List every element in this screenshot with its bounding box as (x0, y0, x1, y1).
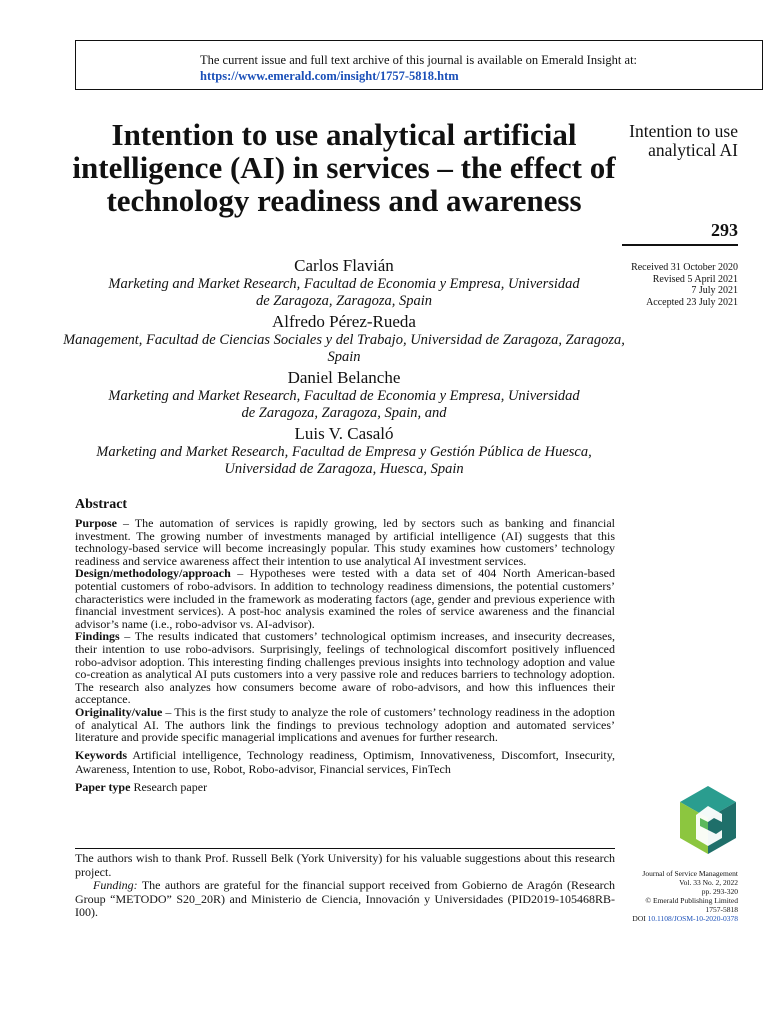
side-divider (622, 244, 738, 246)
archive-notice-box (75, 40, 763, 90)
findings-text: – The results indicated that customers’ technological optimism increases, and insecurity decreases, their intention to use robo-advisors. Surprisingly, feelings of technological discomfort positively influenced robo-advisor adoption. This interesting finding challenges previous insights into technology adoption and value co-creation as analytical AI puts customers into a very passive role and reduces barriers to technology adoption. The research also analyzes how consumers become aware of robo-advisors, and how this influences their acceptance. (75, 629, 615, 707)
article-title: Intention to use analytical artificial intelligence (AI) in services – the effect of technology readiness and awareness (72, 117, 616, 218)
author-name: Daniel Belanche (287, 368, 401, 387)
author-affiliation: Marketing and Market Research, Facultad de Economia y Empresa, Universidad de Zaragoza, Zaragoza, Spain, and (108, 388, 580, 421)
funding-text: The authors are grateful for the financial support received from Gobierno de Aragón (Research Group “METODO” S20_20R) and Ministerio de Ciencia, Innovación y Universidades (PID2019-105468RB-I00). (75, 878, 615, 919)
archive-notice-text: The current issue and full text archive of this journal is available on Emerald Insight at: (200, 53, 638, 67)
originality-label: Originality/value (75, 704, 163, 719)
acknowledgement: The authors wish to thank Prof. Russell Belk (York University) for his valuable suggestions about this research project. (75, 851, 615, 879)
abstract-heading: Abstract (75, 497, 128, 512)
purpose-label: Purpose (75, 516, 117, 530)
funding-label: Funding: (93, 878, 138, 892)
author-name: Carlos Flavián (294, 256, 394, 275)
journal-name: Journal of Service Management (642, 869, 738, 878)
author-affiliation: Marketing and Market Research, Facultad de Economia y Empresa, Universidad de Zaragoza, Zaragoza, Spain (108, 276, 580, 309)
author-list (60, 256, 628, 480)
copyright: © Emerald Publishing Limited (645, 896, 738, 905)
doi-label: DOI (632, 914, 648, 923)
abstract-findings (75, 630, 615, 706)
running-title: Intention to use analytical AI (629, 121, 738, 160)
journal-url-link[interactable]: https://www.emerald.com/insight/1757-5818.htm (200, 69, 459, 83)
design-text: – Hypotheses were tested with a data set of 404 North American-based potential customers of robo-advisors. In addition to technology readiness dimensions, the potential customers’ characteristics were included in the framework as moderating factors (age, gender and previous experience with financial investment services). A post-hoc analysis examined the roles of service awareness and the financial advisor’s name (i.e., robo-advisor vs. AI-advisor). (75, 566, 615, 631)
design-label: Design/methodology/approach (75, 566, 231, 581)
journal-pages: pp. 293-320 (701, 887, 738, 896)
publisher-cube-logo-icon (676, 784, 740, 856)
author-name: Alfredo Pérez-Rueda (272, 312, 416, 331)
abstract-originality (75, 706, 615, 744)
revised-date-2: 7 July 2021 (691, 285, 738, 296)
doi-line (578, 914, 738, 923)
originality-text: – This is the first study to analyze the role of customers’ technology readiness in the adoption of analytical AI. The authors link the findings to previous technology adoption and automated services’ literature and provide specific managerial implications and avenues for further research. (75, 704, 615, 745)
paper-type (75, 780, 615, 794)
funding-statement (75, 879, 615, 920)
author-affiliation: Management, Facultad de Ciencias Sociales y del Trabajo, Universidad de Zaragoza, Zaragoza, Spain (63, 332, 625, 365)
author-affiliation: Marketing and Market Research, Facultad de Empresa y Gestión Pública de Huesca, Universidad de Zaragoza, Huesca, Spain (96, 444, 592, 477)
doi-link[interactable]: 10.1108/JOSM-10-2020-0378 (647, 914, 738, 923)
issn: 1757-5818 (705, 905, 738, 914)
keywords-text: Artificial intelligence, Technology readiness, Optimism, Innovativeness, Discomfort, Insecurity, Awareness, Intention to use, Robot, Robo-advisor, Financial services, FinTech (75, 747, 615, 776)
footnote (75, 852, 615, 920)
paper-type-label: Paper type (75, 779, 131, 794)
abstract-design (75, 567, 615, 630)
findings-label: Findings (75, 629, 120, 644)
keywords (75, 748, 615, 776)
abstract-purpose (75, 517, 615, 567)
accepted-date: Accepted 23 July 2021 (646, 296, 738, 308)
purpose-text: – The automation of services is rapidly growing, led by sectors such as banking and financial investment. The growing number of investments managed by artificial intelligence (AI) suggests that this technology-based service will become increasingly popular. This study examines how customers’ technology readiness and service awareness affect their intention to use analytical AI investment services. (75, 516, 615, 568)
footnote-divider (75, 848, 615, 849)
keywords-label: Keywords (75, 747, 127, 762)
paper-type-text: Research paper (130, 779, 208, 794)
received-date: Received 31 October 2020 (631, 262, 738, 273)
page-number: 293 (711, 220, 738, 240)
abstract-section (75, 497, 615, 794)
author-name: Luis V. Casaló (294, 424, 394, 443)
revised-date: Revised 5 April 2021 (652, 273, 738, 285)
journal-volume: Vol. 33 No. 2, 2022 (679, 878, 738, 887)
journal-info (578, 869, 738, 923)
